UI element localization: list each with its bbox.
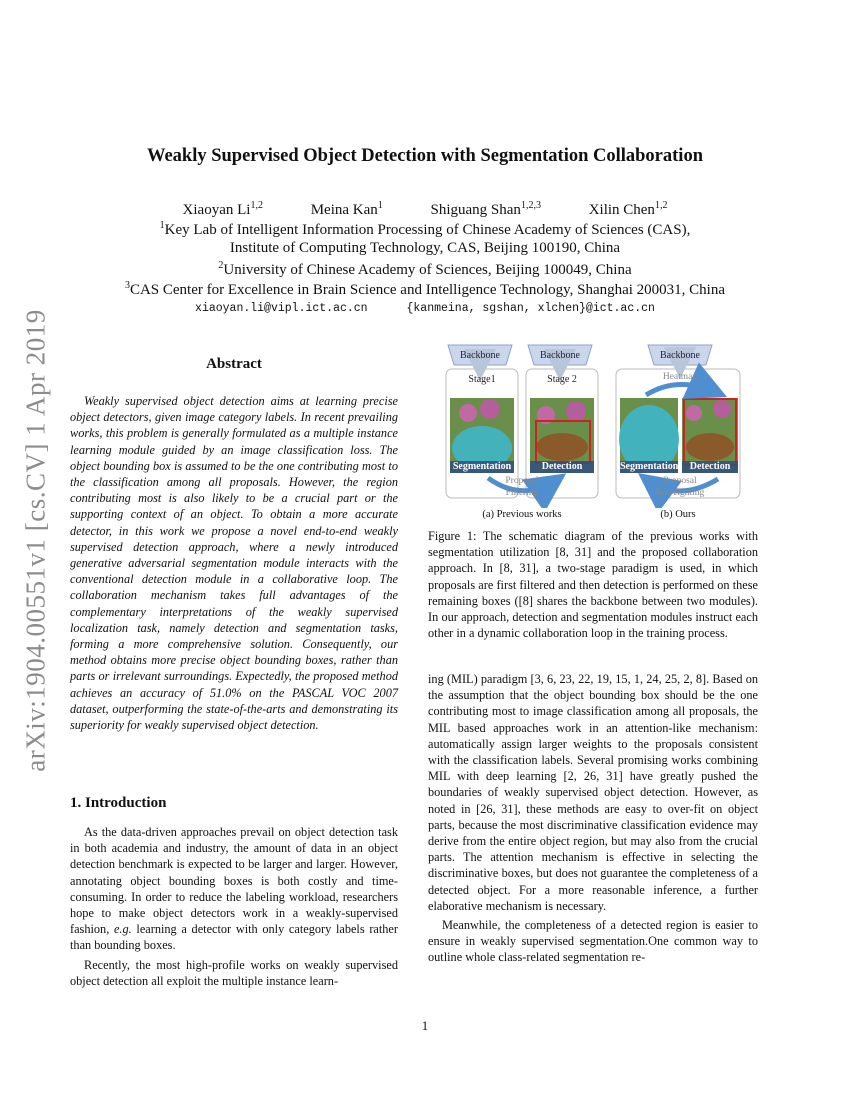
email: {kanmeina, sgshan, xlchen}@ict.ac.cn [406, 302, 655, 315]
author-emails [0, 302, 850, 315]
segmentation-label: Segmentation [452, 461, 512, 472]
right-column-body [428, 671, 758, 966]
affiliation: $^3$CAS Center for Excellence in Brain Science and Intelligence Technology, Shanghai 200031, China [124, 280, 726, 298]
page-number: 1 [421, 1018, 429, 1033]
backbone-label: Backbone [460, 350, 500, 361]
paper-title: Weakly Supervised Object Detection with Segmentation Collaboration [146, 146, 703, 166]
figure-1-caption: Figure 1: The schematic diagram of the previous works with segmentation utilization [8, 31] and the proposed collaboration approach. In [8, 31], a two-stage paradigm is used, in which proposals are first filtered and then detection is performed on these remaining boxes ([8] shares the backbone between two modules). In our approach, detection and segmentation modules instruct each other in a dynamic collaboration loop in the training process. [428, 529, 758, 641]
proposal-label: Proposal [505, 476, 539, 486]
stage1-label: Stage1 [468, 374, 496, 385]
section-heading-introduction: 1. Introduction [70, 795, 167, 811]
affiliation: $^2$University of Chinese Academy of Sciences, Beijing 100049, China [218, 260, 632, 278]
detection-label: Detection [689, 461, 731, 472]
detection-label: Detection [541, 461, 583, 472]
backbone-label: Backbone [540, 350, 580, 361]
segmentation-label: Segmentation [620, 461, 679, 472]
author: Xilin Chen$^{1,2}$ [588, 200, 668, 218]
abstract-heading: Abstract [206, 356, 262, 372]
author: Meina Kan$^1$ [310, 200, 383, 218]
introduction-body [70, 824, 398, 989]
arxiv-stamp [18, 300, 54, 780]
filtering-label: Filtering [505, 488, 539, 498]
subfigure-b-caption: (b) Ours [660, 509, 696, 520]
paragraph: As the data-driven approaches prevail on object detection task in both academia and industry, the amount of data in an object detection benchmark is expected to be larger and larger. However, annotating object bounding boxes is both costly and time-consuming. In order to reduce the labeling workload, researchers hope to make object detectors work in a weakly-supervised fashion, e.g. learning a detector with only category labels rather than bounding boxes. [70, 825, 398, 953]
affiliation: $^1$Key Lab of Intelligent Information Processing of Chinese Academy of Sciences (CAS), [159, 220, 691, 238]
paragraph: Recently, the most high-profile works on weakly supervised object detection all exploit the multiple instance learn- [70, 957, 398, 988]
author: Shiguang Shan$^{1,2,3}$ [430, 200, 541, 218]
heatmap-arrow [646, 384, 718, 395]
affiliation: Institute of Computing Technology, CAS, Beijing 100190, China [229, 240, 621, 256]
heatmap-label: Heatmap [662, 372, 698, 382]
author-list [0, 200, 850, 219]
backbone-label: Backbone [660, 350, 700, 361]
paragraph: Meanwhile, the completeness of a detected region is easier to ensure in weakly supervised segmentation.One common way to outline whole class-related segmentation re- [428, 918, 758, 965]
proposal-label: Proposal [663, 476, 697, 486]
email: xiaoyan.li@vipl.ict.ac.cn [195, 302, 368, 315]
arxiv-stamp-text: arXiv:1904.00551v1 [cs.CV] 1 Apr 2019 [20, 308, 51, 772]
figure-1 [428, 343, 758, 523]
abstract-text: Weakly supervised object detection aims at learning precise object detectors, given image category labels. In recent prevailing works, this problem is generally formulated as a multiple instance learning module guided by an image classification loss. The object bounding box is assumed to be the one contributing most to the classification among all proposals. However, the region contributing most is also likely to be a crucial part or the supporting context of an object. To obtain a more accurate detector, in this work we propose a novel end-to-end weakly supervised detection approach, where a newly introduced generative adversarial segmentation module interacts with the conventional detection module in a collaborative loop. The collaboration mechanism takes full advantages of the complementary interpretations of the weakly supervised localization task, namely detection and segmentation tasks, forming a more comprehensive solution. Consequently, our method obtains more precise object bounding boxes, rather than parts or irrelevant surroundings. Expectedly, the proposed method achieves an accuracy of 51.0% on the PASCAL VOC 2007 dataset, outperforming the state-of-the-arts and demonstrating its superiority for weakly supervised object detection. [70, 394, 398, 733]
stage2-label: Stage 2 [547, 374, 577, 385]
paragraph: ing (MIL) paradigm [3, 6, 23, 22, 19, 15, 1, 24, 25, 2, 8]. Based on the assumption that the object bounding box should be the one contributing most to image classification among all proposals, the MIL based approaches work in an attention-like mechanism: automatically assign larger weights to the proposals consistent with the classification labels. Several promising works combining MIL with deep learning [2, 26, 31] have greatly pushed the boundaries of weakly supervised object detection. However, as noted in [26, 31], these methods are easy to over-fit on object parts, because the most discriminative classification evidence may derive from the entire object region, but may also from the crucial parts. The attention mechanism is effective in selecting the discriminative boxes, but does not guarantee the completeness of a detected object. For a more reasonable inference, a further elaborative mechanism is necessary. [428, 672, 758, 913]
subfigure-a-caption: (a) Previous works [482, 509, 562, 520]
reweighting-label: Reweighting [655, 488, 705, 498]
author: Xiaoyan Li$^{1,2}$ [182, 200, 263, 218]
